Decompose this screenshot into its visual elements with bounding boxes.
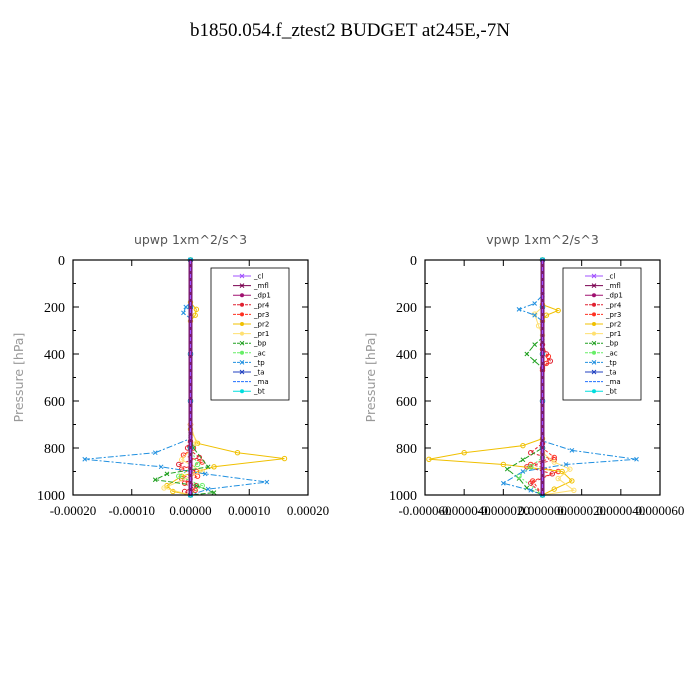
y-tick-label: 200: [44, 301, 65, 316]
legend-label: _ta: [254, 368, 265, 377]
data-point: [521, 458, 525, 462]
series-line-pr2: [429, 260, 572, 495]
x-tick-label: -0.000020: [476, 503, 530, 518]
legend-label: _ac: [254, 349, 266, 358]
y-tick-label: 600: [44, 395, 65, 410]
data-point: [517, 474, 521, 478]
legend-marker: [592, 332, 596, 336]
legend-label: _pr1: [254, 330, 270, 339]
legend-label: _ma: [254, 378, 269, 387]
legend-label: _dp1: [606, 291, 623, 300]
series-line-pr1: [164, 260, 202, 495]
y-tick-label: 800: [44, 442, 65, 457]
legend-label: _mfl: [606, 282, 621, 291]
legend-label: _mfl: [254, 282, 269, 291]
legend-label: _bt: [254, 387, 265, 396]
legend-marker: [240, 303, 244, 307]
legend-marker: [592, 303, 596, 307]
data-point: [265, 480, 269, 484]
legend-label: _pr4: [254, 301, 270, 310]
x-tick-label: 0.00000: [169, 503, 212, 518]
y-tick-label: 0: [410, 254, 417, 269]
data-point: [505, 467, 509, 471]
legend-label: _pr1: [606, 330, 622, 339]
data-point: [212, 491, 216, 495]
x-tick-label: 0.00010: [228, 503, 271, 518]
y-axis-label: Pressure [hPa]: [11, 332, 26, 423]
x-tick-label: 0.000020: [557, 503, 607, 518]
legend-label: _bt: [606, 387, 617, 396]
legend-marker: [592, 351, 596, 355]
legend-marker: [592, 293, 596, 297]
y-axis-label: Pressure [hPa]: [363, 332, 378, 423]
legend-label: _ma: [606, 378, 621, 387]
legend: [211, 268, 289, 400]
data-point: [525, 352, 529, 356]
series-line-bp: [507, 260, 542, 495]
legend-label: _bp: [254, 339, 267, 348]
series-line-bp: [155, 260, 214, 495]
legend-label: _pr2: [254, 320, 270, 329]
legend-marker: [240, 322, 244, 326]
data-point: [181, 311, 185, 315]
legend-marker: [240, 312, 244, 316]
legend-label: _dp1: [254, 291, 271, 300]
data-point: [177, 462, 181, 466]
chart-panel-2: [363, 232, 684, 518]
y-tick-label: 1000: [389, 489, 417, 504]
legend-marker: [592, 322, 596, 326]
y-tick-label: 400: [396, 348, 417, 363]
data-point: [533, 343, 537, 347]
data-point: [533, 359, 537, 363]
legend-label: _pr3: [606, 310, 622, 319]
x-tick-label: -0.000040: [437, 503, 491, 518]
chart-panel-1: [11, 232, 329, 518]
legend-marker: [240, 389, 244, 393]
y-tick-label: 1000: [37, 489, 65, 504]
panel-title: upwp 1xm^2/s^3: [133, 232, 248, 247]
legend-label: _bp: [606, 339, 619, 348]
legend-label: _pr2: [606, 320, 622, 329]
legend-label: _pr4: [606, 301, 622, 310]
legend-label: _pr3: [254, 310, 270, 319]
x-tick-label: 0.000040: [596, 503, 646, 518]
data-point: [533, 301, 537, 305]
legend-label: _cl: [254, 272, 264, 281]
data-point: [153, 451, 157, 455]
figure-title: b1850.054.f_ztest2 BUDGET at245E,-7N: [190, 20, 510, 41]
legend-label: _cl: [606, 272, 616, 281]
legend: [563, 268, 641, 400]
legend-marker: [592, 389, 596, 393]
x-tick-label: -0.000060: [398, 503, 452, 518]
x-tick-label: 0.000000: [518, 503, 567, 518]
y-tick-label: 800: [396, 442, 417, 457]
y-tick-label: 0: [58, 254, 65, 269]
y-tick-label: 200: [396, 301, 417, 316]
legend-label: _ac: [606, 349, 618, 358]
x-tick-label: -0.00010: [108, 503, 156, 518]
legend-label: _tp: [254, 358, 265, 367]
y-tick-label: 600: [396, 395, 417, 410]
legend-marker: [240, 351, 244, 355]
legend-marker: [240, 332, 244, 336]
legend-marker: [240, 293, 244, 297]
x-tick-label: 0.000060: [635, 503, 685, 518]
x-tick-label: 0.00020: [286, 503, 330, 518]
legend-marker: [592, 312, 596, 316]
legend-label: _tp: [606, 358, 617, 367]
x-tick-label: -0.00020: [49, 503, 97, 518]
panel-title: vpwp 1xm^2/s^3: [486, 232, 599, 247]
data-point: [184, 305, 188, 309]
y-tick-label: 400: [44, 348, 65, 363]
legend-label: _ta: [606, 368, 617, 377]
